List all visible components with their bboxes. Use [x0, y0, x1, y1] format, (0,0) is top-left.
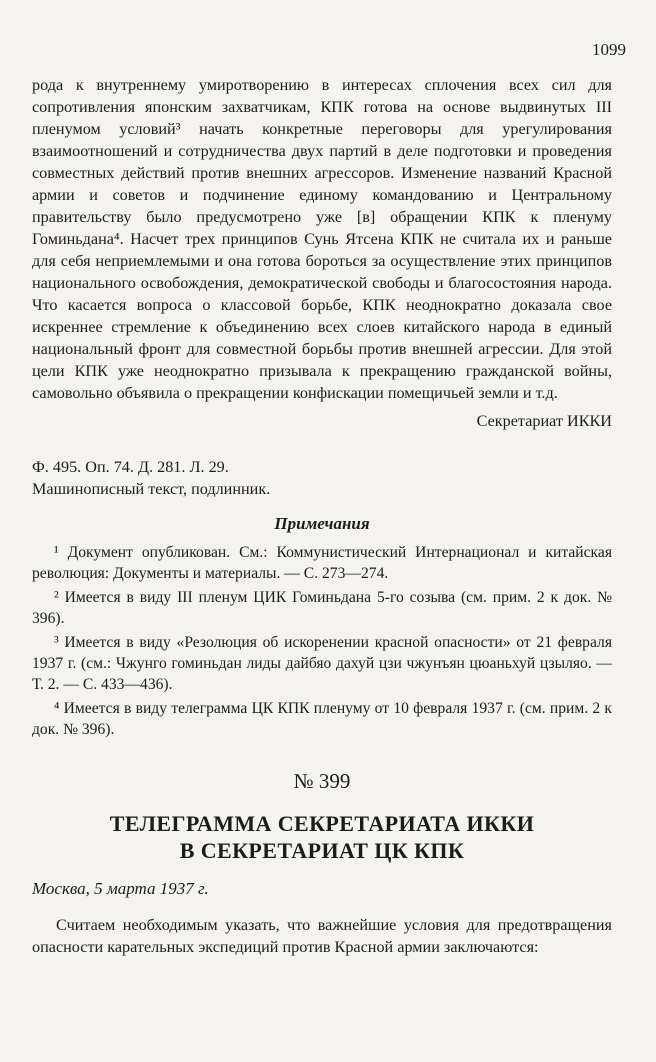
main-paragraph: рода к внутреннему умиротворению в интересах сплочения всех сил для сопротивления японским захватчикам, КПК готова на основе выдвинутых III пленумом условий³ начать конкретные переговоры для урегулирования взаимоотношений и сотрудничества двух партий в деле подготовки и проведения совместных действий против внешних агрессоров. Изменение названий Красной армии и советов и подчинение единому командованию и Центральному правительству было предусмотрено уже [в] обращении КПК к пленуму Гоминьдана⁴. Насчет трех принципов Сунь Ятсена КПК не считала их и раньше для себя неприемлемыми и она готова бороться за осуществление этих принципов национального освобождения, демократической свободы и благосостояния народа. Что касается вопроса о классовой борьбе, КПК неоднократно доказала свое искреннее стремление к объединению всех слоев китайского народа в единый национальный фронт для совместной борьбы против внешней агрессии. Для этой цели КПК уже неоднократно призывала к прекращению гражданской войны, самовольно объявила о прекращении конфискации помещичьей земли и т.д.: [32, 76, 612, 402]
document-opening-paragraph: Считаем необходимым указать, что важнейшие условия для предотвращения опасности карательных экспедиций против Красной армии заключаются:: [32, 916, 612, 956]
note-4: ⁴ Имеется в виду телеграмма ЦК КПК пленуму от 10 февраля 1937 г. (см. прим. 2 к док. № 396).: [32, 700, 612, 738]
signature: Секретариат ИККИ: [476, 412, 612, 430]
notes-heading: Примечания: [274, 514, 370, 533]
page-number: 1099: [592, 40, 626, 59]
document-title-line-1: ТЕЛЕГРАММА СЕКРЕТАРИАТА ИККИ: [109, 811, 535, 836]
note-3: ³ Имеется в виду «Резолюция об искоренении красной опасности» от 21 февраля 1937 г. (см.: Чжунго гоминьдан лиды дайбяо дахуй цзи чжунъян цюаньхуй цзыляо. — Т. 2. — С. 433—436).: [32, 634, 612, 693]
document-title-line-2: В СЕКРЕТАРИАТ ЦК КПК: [179, 838, 465, 863]
page-content: [32, 74, 612, 958]
document-number: № 399: [293, 769, 351, 793]
archive-reference-block: [32, 456, 612, 500]
document-place-date: Москва, 5 марта 1937 г.: [32, 879, 209, 898]
archive-reference: Ф. 495. Оп. 74. Д. 281. Л. 29.: [32, 458, 229, 476]
archive-description: Машинописный текст, подлинник.: [32, 480, 271, 498]
note-2: ² Имеется в виду III пленум ЦИК Гоминьдана 5-го созыва (см. прим. 2 к док. № 396).: [32, 589, 612, 627]
note-1: ¹ Документ опубликован. См.: Коммунистический Интернационал и китайская революция: Документы и материалы. — С. 273—274.: [32, 544, 612, 582]
